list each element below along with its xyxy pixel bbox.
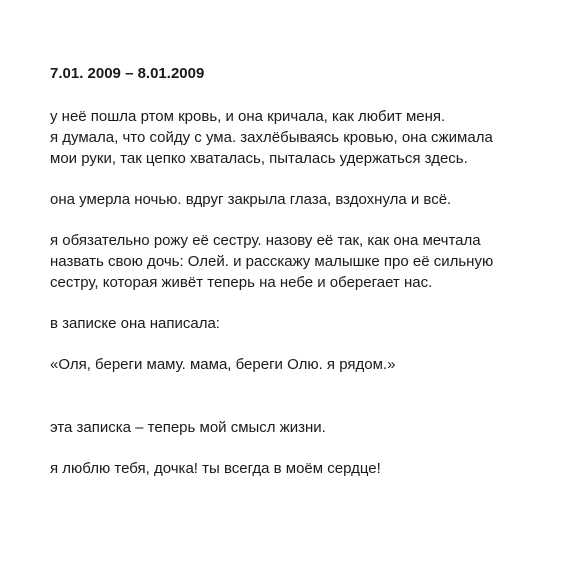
text-line: я люблю тебя, дочка! ты всегда в моём сердце! [50,460,381,477]
document-page [50,64,550,479]
paragraph-love [50,458,550,479]
text-line: у неё пошла ртом кровь, и она кричала, как любит меня. [50,108,446,125]
text-line: «Оля, береги маму. мама, береги Олю. я рядом.» [50,356,396,373]
text-line: сестру, которая живёт теперь на небе и оберегает нас. [50,274,433,291]
paragraph-bleeding [50,106,550,169]
text-line: я обязательно рожу её сестру. назову её так, как она мечтала [50,232,481,249]
paragraph-death [50,189,550,210]
text-line: она умерла ночью. вдруг закрыла глаза, вздохнула и всё. [50,191,452,208]
text-line: в записке она написала: [50,315,220,332]
paragraph-note-intro [50,313,550,334]
paragraph-sister [50,230,550,293]
date-heading: 7.01. 2009 – 8.01.2009 [50,65,205,82]
paragraph-note-quote [50,354,550,375]
text-line: назвать свою дочь: Олей. и расскажу малышке про её сильную [50,253,494,270]
text-line: эта записка – теперь мой смысл жизни. [50,419,326,436]
paragraph-meaning [50,417,550,438]
text-line: я думала, что сойду с ума. захлёбываясь кровью, она сжимала [50,129,493,146]
text-line: мои руки, так цепко хваталась, пыталась удержаться здесь. [50,150,468,167]
